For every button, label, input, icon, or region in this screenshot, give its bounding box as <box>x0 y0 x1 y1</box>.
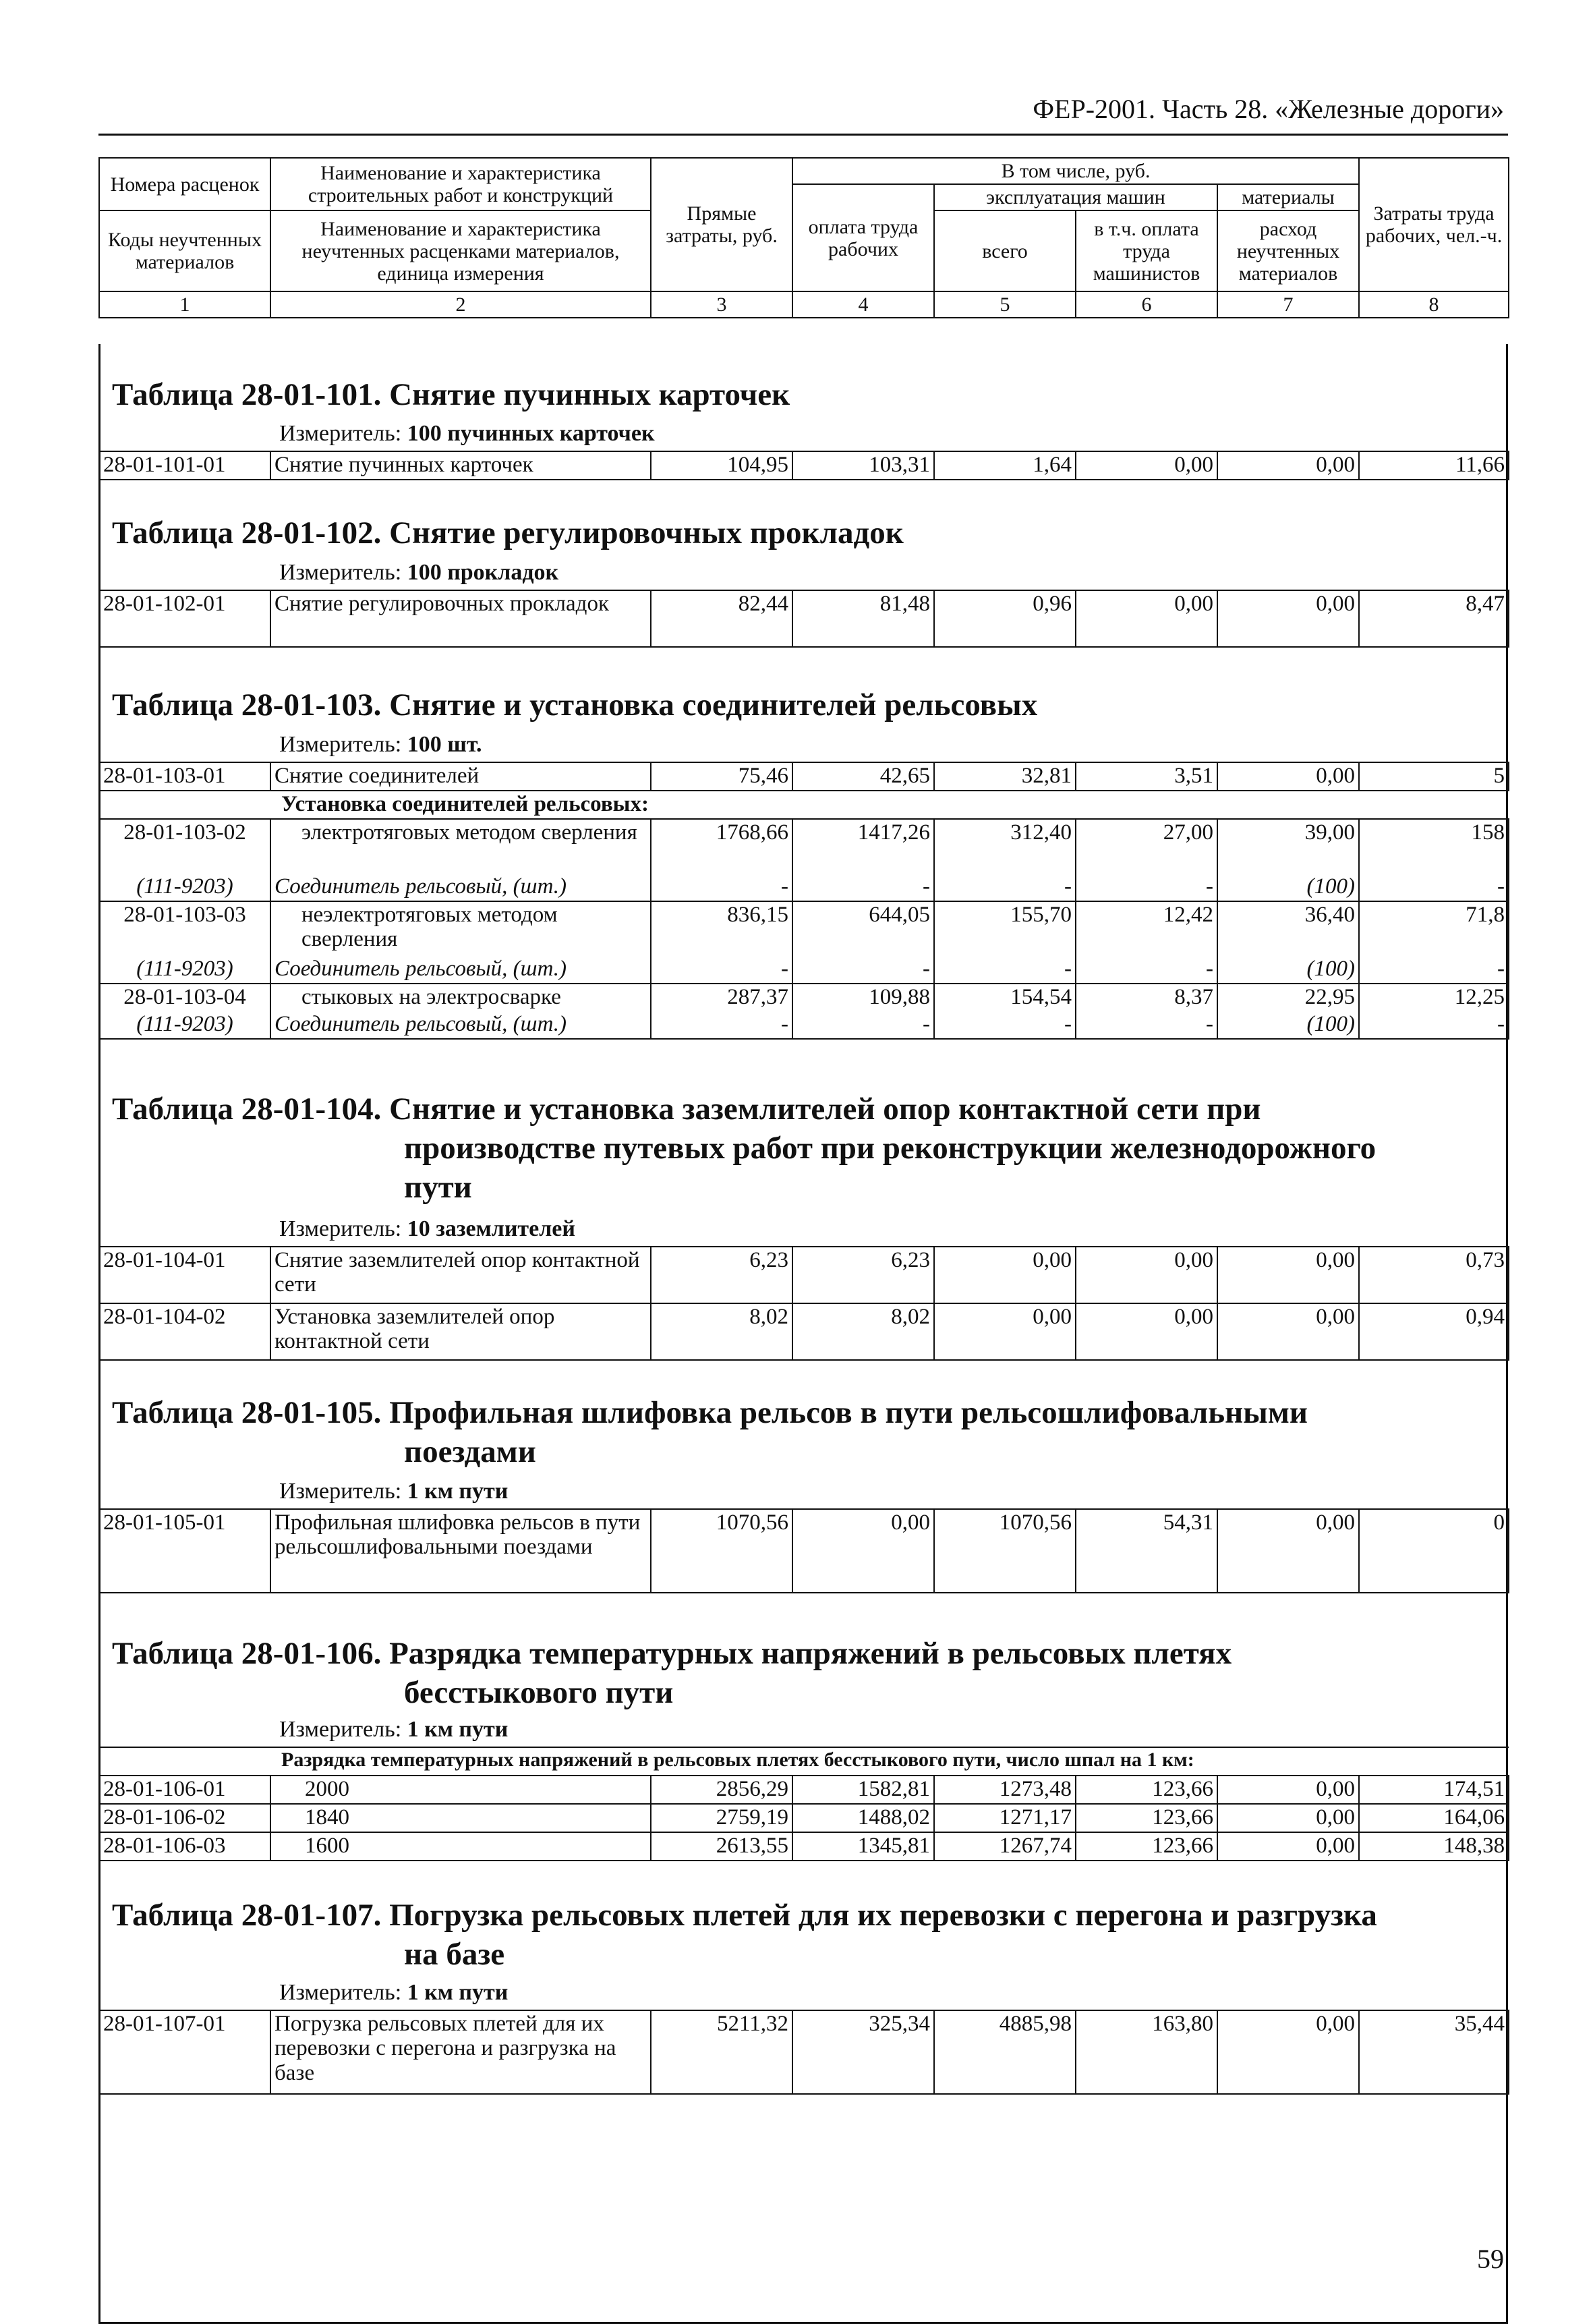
labor-hours: 0,73 <box>1359 1247 1509 1303</box>
material-value: - <box>1359 1011 1509 1039</box>
labor-hours: 5 <box>1359 762 1509 791</box>
direct-cost: 287,37 <box>651 984 792 1011</box>
subheader: Установка соединителей рельсовых: <box>99 791 1509 819</box>
machine-total: 0,00 <box>934 1303 1076 1360</box>
subheader: Разрядка температурных напряжений в рельсовых плетях бесстыкового пути, число шпал на 1 км: <box>99 1747 1509 1776</box>
material-row <box>99 1011 1509 1039</box>
operator-pay: 123,66 <box>1076 1776 1217 1804</box>
labor-hours: 35,44 <box>1359 2010 1509 2094</box>
col-number: 4 <box>792 291 934 318</box>
labor-pay: 0,00 <box>792 1509 934 1593</box>
machines-header: эксплуатация машин <box>934 184 1217 210</box>
materials-cost: 0,00 <box>1217 2010 1359 2094</box>
data-table <box>98 451 1509 480</box>
col-number: 6 <box>1076 291 1217 318</box>
labor-hours: 0,94 <box>1359 1303 1509 1360</box>
operator-pay: 0,00 <box>1076 1303 1217 1360</box>
labor-hours: 158 <box>1359 819 1509 874</box>
section-title-line: Таблица 28-01-104. Снятие и установка заземлителей опор контактной сети при <box>112 1092 1261 1127</box>
material-name: Соединитель рельсовый, (шт.) <box>270 956 651 984</box>
rate-code: 28-01-103-03 <box>99 901 270 956</box>
section-title <box>112 1896 1377 1974</box>
labor-pay: 644,05 <box>792 901 934 956</box>
work-name: Установка заземлителей опор контактной сети <box>270 1303 651 1360</box>
machine-total: 312,40 <box>934 819 1076 874</box>
work-name: Снятие пучинных карточек <box>270 451 651 480</box>
labor-hours: 12,25 <box>1359 984 1509 1011</box>
col-number: 3 <box>651 291 792 318</box>
machine-total: 154,54 <box>934 984 1076 1011</box>
header-rule <box>98 134 1508 136</box>
rate-code: 28-01-104-01 <box>99 1247 270 1303</box>
machine-total: 0,00 <box>934 1247 1076 1303</box>
operator-pay: 27,00 <box>1076 819 1217 874</box>
rate-code: 28-01-106-01 <box>99 1776 270 1804</box>
material-value: - <box>1359 874 1509 901</box>
material-value: - <box>934 874 1076 901</box>
measure-value: 1 км пути <box>407 1479 509 1504</box>
col5-header: всего <box>934 210 1076 291</box>
section-title: Таблица 28-01-103. Снятие и установка соединителей рельсовых <box>112 687 1038 722</box>
rate-code: 28-01-101-01 <box>99 451 270 480</box>
material-value: - <box>1076 956 1217 984</box>
direct-cost: 6,23 <box>651 1247 792 1303</box>
material-row <box>99 874 1509 901</box>
operator-pay: 123,66 <box>1076 1804 1217 1832</box>
measure-line <box>279 560 558 586</box>
work-name: Снятие соединителей <box>270 762 651 791</box>
machine-total: 1271,17 <box>934 1804 1076 1832</box>
section-title-line: Таблица 28-01-105. Профильная шлифовка рельсов в пути рельсошлифовальными <box>112 1395 1308 1430</box>
table-row <box>99 762 1509 791</box>
table-row <box>99 2010 1509 2094</box>
machine-total: 1273,48 <box>934 1776 1076 1804</box>
table-row <box>99 901 1509 956</box>
labor-pay: 1488,02 <box>792 1804 934 1832</box>
labor-hours: 0 <box>1359 1509 1509 1593</box>
labor-pay: 325,34 <box>792 2010 934 2094</box>
subheader-row <box>99 791 1509 819</box>
section-title <box>112 1393 1308 1471</box>
labor-pay: 6,23 <box>792 1247 934 1303</box>
section-title-line: бесстыкового пути <box>404 1675 674 1710</box>
table-row <box>99 1832 1509 1861</box>
materials-cost: 0,00 <box>1217 1776 1359 1804</box>
materials-cost: 22,95 <box>1217 984 1359 1011</box>
data-table <box>98 762 1509 1040</box>
rate-code: 28-01-106-02 <box>99 1804 270 1832</box>
material-value: - <box>934 1011 1076 1039</box>
material-code: (111-9203) <box>99 956 270 984</box>
work-name: стыковых на электросварке <box>270 984 651 1011</box>
materials-cost: 0,00 <box>1217 1832 1359 1861</box>
data-table <box>98 2010 1509 2095</box>
running-header: ФЕР-2001. Часть 28. «Железные дороги» <box>1033 94 1504 124</box>
measure-line <box>279 421 655 447</box>
measure-label: Измеритель: <box>279 732 402 757</box>
material-value: - <box>651 874 792 901</box>
measure-line <box>279 1479 508 1504</box>
materials-cost: 0,00 <box>1217 1509 1359 1593</box>
table-row <box>99 984 1509 1011</box>
col7-header: расход неучтенных материалов <box>1217 210 1359 291</box>
col-number: 5 <box>934 291 1076 318</box>
section-title-line: на базе <box>404 1937 505 1972</box>
table-row <box>99 451 1509 480</box>
labor-pay: 42,65 <box>792 762 934 791</box>
material-name: Соединитель рельсовый, (шт.) <box>270 1011 651 1039</box>
material-value: - <box>651 956 792 984</box>
col1-top-header: Номера расценок <box>99 158 270 210</box>
measure-label: Измеритель: <box>279 1216 402 1241</box>
labor-hours: 71,8 <box>1359 901 1509 956</box>
table-row <box>99 1509 1509 1593</box>
material-value: - <box>792 1011 934 1039</box>
data-table <box>98 1508 1509 1593</box>
data-table <box>98 1747 1509 1861</box>
rate-code: 28-01-107-01 <box>99 2010 270 2094</box>
direct-cost: 75,46 <box>651 762 792 791</box>
material-value: - <box>1359 956 1509 984</box>
work-name: электротяговых методом сверления <box>270 819 651 874</box>
materials-cost: 0,00 <box>1217 590 1359 647</box>
machine-total: 1,64 <box>934 451 1076 480</box>
machine-total: 32,81 <box>934 762 1076 791</box>
materials-cost: 0,00 <box>1217 451 1359 480</box>
col2-bottom-header: Наименование и характеристика неучтенных расценками материалов, единица измерения <box>270 210 651 291</box>
labor-pay: 1417,26 <box>792 819 934 874</box>
labor-pay: 8,02 <box>792 1303 934 1360</box>
materials-header: материалы <box>1217 184 1359 210</box>
col2-top-header: Наименование и характеристика строительных работ и конструкций <box>270 158 651 210</box>
rate-code: 28-01-102-01 <box>99 590 270 647</box>
operator-pay: 0,00 <box>1076 1247 1217 1303</box>
col1-bottom-header: Коды неучтенных материалов <box>99 210 270 291</box>
work-name: Погрузка рельсовых плетей для их перевозки с перегона и разгрузка на базе <box>270 2010 651 2094</box>
measure-label: Измеритель: <box>279 421 402 446</box>
col-number: 1 <box>99 291 270 318</box>
section-title-line: пути <box>404 1170 472 1205</box>
included-header: В том числе, руб. <box>792 158 1359 184</box>
operator-pay: 163,80 <box>1076 2010 1217 2094</box>
material-consumption: (100) <box>1217 956 1359 984</box>
measure-value: 100 шт. <box>407 732 482 757</box>
table-row <box>99 1776 1509 1804</box>
page-number: 59 <box>1477 2244 1504 2274</box>
col-number: 7 <box>1217 291 1359 318</box>
labor-hours: 174,51 <box>1359 1776 1509 1804</box>
operator-pay: 123,66 <box>1076 1832 1217 1861</box>
measure-value: 1 км пути <box>407 1717 509 1742</box>
material-row <box>99 956 1509 984</box>
section-title: Таблица 28-01-101. Снятие пучинных карточек <box>112 377 790 412</box>
section-title-line: Таблица 28-01-107. Погрузка рельсовых плетей для их перевозки с перегона и разгрузка <box>112 1898 1377 1933</box>
table-row <box>99 1804 1509 1832</box>
measure-line <box>279 1216 575 1242</box>
section-title <box>112 1089 1376 1207</box>
machine-total: 1070,56 <box>934 1509 1076 1593</box>
operator-pay: 0,00 <box>1076 451 1217 480</box>
measure-line <box>279 1980 508 2006</box>
measure-line <box>279 732 482 758</box>
materials-cost: 39,00 <box>1217 819 1359 874</box>
measure-value: 10 заземлителей <box>407 1216 575 1241</box>
labor-pay: 81,48 <box>792 590 934 647</box>
work-name: 1600 <box>270 1832 651 1861</box>
labor-pay: 1582,81 <box>792 1776 934 1804</box>
measure-label: Измеритель: <box>279 1980 402 2005</box>
operator-pay: 54,31 <box>1076 1509 1217 1593</box>
material-consumption: (100) <box>1217 874 1359 901</box>
operator-pay: 8,37 <box>1076 984 1217 1011</box>
col8-header: Затраты труда рабочих, чел.-ч. <box>1359 158 1509 291</box>
direct-cost: 2613,55 <box>651 1832 792 1861</box>
material-value: - <box>792 874 934 901</box>
subheader-row <box>99 1747 1509 1776</box>
direct-cost: 2759,19 <box>651 1804 792 1832</box>
table-row <box>99 819 1509 874</box>
material-value: - <box>1076 874 1217 901</box>
column-header-table <box>98 157 1509 318</box>
section-title-line: Таблица 28-01-106. Разрядка температурных напряжений в рельсовых плетях <box>112 1636 1232 1671</box>
material-value: - <box>651 1011 792 1039</box>
section-title: Таблица 28-01-102. Снятие регулировочных прокладок <box>112 515 904 550</box>
labor-hours: 11,66 <box>1359 451 1509 480</box>
direct-cost: 104,95 <box>651 451 792 480</box>
measure-value: 100 пучинных карточек <box>407 421 655 446</box>
direct-cost: 82,44 <box>651 590 792 647</box>
rate-code: 28-01-103-02 <box>99 819 270 874</box>
materials-cost: 0,00 <box>1217 1247 1359 1303</box>
work-name: Снятие заземлителей опор контактной сети <box>270 1247 651 1303</box>
rate-code: 28-01-103-04 <box>99 984 270 1011</box>
col-number: 8 <box>1359 291 1509 318</box>
measure-value: 100 прокладок <box>407 560 559 585</box>
material-name: Соединитель рельсовый, (шт.) <box>270 874 651 901</box>
data-table <box>98 590 1509 648</box>
work-name: Снятие регулировочных прокладок <box>270 590 651 647</box>
labor-hours: 8,47 <box>1359 590 1509 647</box>
labor-pay: 1345,81 <box>792 1832 934 1861</box>
operator-pay: 12,42 <box>1076 901 1217 956</box>
machine-total: 1267,74 <box>934 1832 1076 1861</box>
rate-code: 28-01-105-01 <box>99 1509 270 1593</box>
rate-code: 28-01-104-02 <box>99 1303 270 1360</box>
section-title <box>112 1634 1232 1712</box>
materials-cost: 0,00 <box>1217 1804 1359 1832</box>
material-value: - <box>934 956 1076 984</box>
machine-total: 0,96 <box>934 590 1076 647</box>
measure-label: Измеритель: <box>279 1479 402 1504</box>
material-value: - <box>1076 1011 1217 1039</box>
measure-label: Измеритель: <box>279 1717 402 1742</box>
data-table <box>98 1246 1509 1361</box>
work-name: 1840 <box>270 1804 651 1832</box>
col-number: 2 <box>270 291 651 318</box>
table-row <box>99 1303 1509 1360</box>
rate-code: 28-01-103-01 <box>99 762 270 791</box>
labor-pay: 109,88 <box>792 984 934 1011</box>
direct-cost: 1768,66 <box>651 819 792 874</box>
materials-cost: 36,40 <box>1217 901 1359 956</box>
col4-header: оплата труда рабочих <box>792 184 934 291</box>
direct-cost: 836,15 <box>651 901 792 956</box>
material-code: (111-9203) <box>99 874 270 901</box>
section-title-line: производстве путевых работ при реконструкции железнодорожного <box>404 1131 1377 1166</box>
machine-total: 4885,98 <box>934 2010 1076 2094</box>
work-name: неэлектротяговых методом сверления <box>270 901 651 956</box>
direct-cost: 2856,29 <box>651 1776 792 1804</box>
measure-label: Измеритель: <box>279 560 402 585</box>
measure-line <box>279 1717 508 1742</box>
material-code: (111-9203) <box>99 1011 270 1039</box>
material-consumption: (100) <box>1217 1011 1359 1039</box>
table-row <box>99 1247 1509 1303</box>
direct-cost: 1070,56 <box>651 1509 792 1593</box>
col3-header: Прямые затраты, руб. <box>651 158 792 291</box>
rate-code: 28-01-106-03 <box>99 1832 270 1861</box>
labor-hours: 148,38 <box>1359 1832 1509 1861</box>
materials-cost: 0,00 <box>1217 762 1359 791</box>
labor-pay: 103,31 <box>792 451 934 480</box>
work-name: 2000 <box>270 1776 651 1804</box>
materials-cost: 0,00 <box>1217 1303 1359 1360</box>
labor-hours: 164,06 <box>1359 1804 1509 1832</box>
section-title-line: поездами <box>404 1434 536 1469</box>
machine-total: 155,70 <box>934 901 1076 956</box>
operator-pay: 3,51 <box>1076 762 1217 791</box>
direct-cost: 5211,32 <box>651 2010 792 2094</box>
col6-header: в т.ч. оплата труда машинистов <box>1076 210 1217 291</box>
direct-cost: 8,02 <box>651 1303 792 1360</box>
material-value: - <box>792 956 934 984</box>
operator-pay: 0,00 <box>1076 590 1217 647</box>
measure-value: 1 км пути <box>407 1980 509 2005</box>
work-name: Профильная шлифовка рельсов в пути рельсошлифовальными поездами <box>270 1509 651 1593</box>
table-row <box>99 590 1509 647</box>
